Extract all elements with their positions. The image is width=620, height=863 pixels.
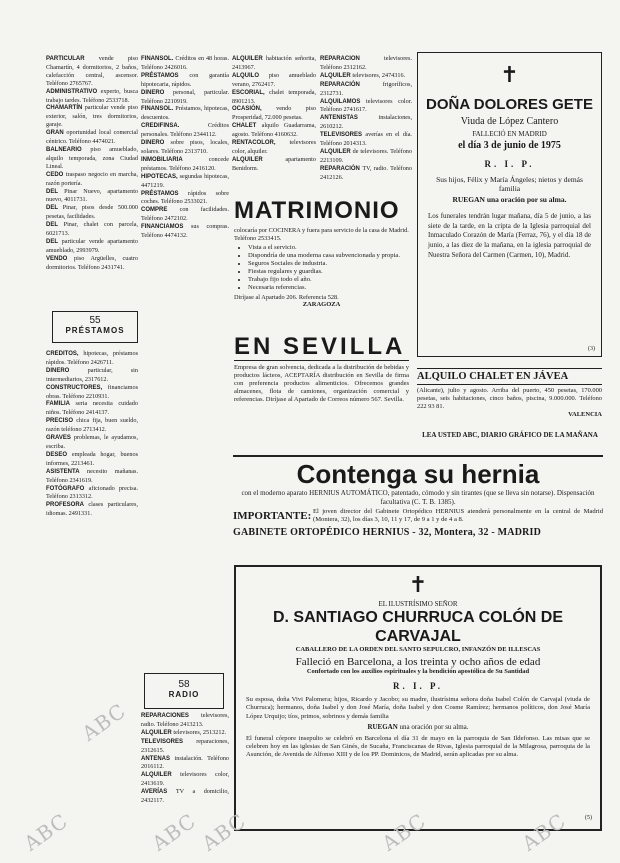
classified-ad-text: experto, busca trabajo tardes. Teléfono 2533718.: [46, 87, 138, 104]
classified-ad-text: particular vende apartamento amueblado, 2993979.: [46, 237, 138, 254]
watermark-abc: ABC: [77, 698, 131, 746]
classified-ad: [46, 485, 138, 502]
obituary-family: Su esposa, doña Vivi Palomera; hijos, Ricardo y Jacobo; su madre, ilustrísima señora doña Isabel Colón de Carvajal (viuda de Churruca); hermanos, doña Isabel y don José María, doña Isabel y don Cosme Ramírez; hermanos políticos, don José María López Urquijo; tíos, primos, sobrinos y demás familia: [246, 696, 590, 720]
classified-column-2: [141, 55, 229, 670]
classified-ad-text: televisores color, alquiler.: [232, 139, 316, 155]
classified-ad: [141, 755, 229, 772]
classified-ad-head: ALQUILER: [320, 148, 353, 155]
classified-ad-head: ALQUILER: [141, 729, 174, 736]
classified-ad-text: Pinar, pisos desde 500.000 pesetas, facilidades.: [46, 204, 138, 221]
classified-ad-head: INMOBILIARIA: [141, 156, 209, 163]
classified-ad: [232, 105, 316, 122]
classified-ad-head: GRAN: [46, 130, 67, 137]
classified-ad-head: FINANSOL.: [141, 56, 176, 62]
classified-ad-text: apartamento Benidorm.: [232, 155, 316, 172]
classified-ad: [141, 729, 229, 738]
classified-ad-head: FAMILIA: [46, 401, 76, 408]
classified-ad-head: DEL: [46, 205, 63, 212]
classified-ad-head: ASISTENTA: [46, 468, 87, 475]
classified-ad: [46, 350, 138, 367]
classified-ad: [46, 204, 138, 221]
classified-ad-head: ALQUILO: [232, 72, 269, 79]
classified-ad: [141, 105, 229, 122]
classified-ad-text: concede préstamos. Teléfono 2416120.: [141, 155, 229, 172]
watermark-abc: ABC: [19, 808, 73, 856]
classified-ad: [320, 98, 412, 115]
classified-ad: [232, 122, 316, 139]
classified-ad-text: oportunidad local comercial céntrico. Teléfono 4474021.: [46, 129, 138, 146]
classified-ad-head: REPARACIONES: [141, 713, 201, 719]
classified-ad-text: instalaciones, 2610212.: [320, 114, 412, 131]
classified-ad: [46, 468, 138, 485]
classified-ad-text: vende piso Chamartín, 4 dormitorios, 2 baños, calefacción central, ascensor. Teléfono 2765767.: [46, 55, 138, 87]
classified-ad-head: DESEO: [46, 451, 72, 458]
classified-ad-head: DEL: [46, 238, 62, 245]
classified-ad-head: ALQUILAMOS: [320, 98, 367, 105]
matrimonio-intro: colocaría por COCINERA y fuera para servicio de la casa de Madrid. Teléfono 2533415.: [234, 227, 409, 242]
classified-ad: [46, 146, 138, 171]
classified-ad: [141, 223, 229, 240]
classified-ad-head: DINERO: [141, 89, 174, 96]
hernia-body: con el moderno aparato HERNIUS AUTOMÁTICO, patentado, cómodo y sin tirantes (que se lleva sin notarse). Dispensación facultativa (C. T. B. 1385).: [241, 489, 595, 506]
watermark-abc: ABC: [517, 808, 571, 856]
classified-ad-head: FINANSOL.: [141, 106, 176, 113]
watermark-abc: ABC: [377, 808, 431, 856]
classified-ad-head: CREDIFINSA.: [141, 123, 209, 130]
classified-column-1: [46, 55, 138, 300]
javea-city: VALENCIA: [568, 411, 602, 418]
classified-ad-head: PROFESORA: [46, 502, 89, 509]
classified-ad-text: frigoríficos, 2312731.: [320, 80, 412, 97]
classified-ad: [141, 89, 229, 106]
classified-ad-text: vendo piso Prosperidad, 72.000 pesetas.: [232, 105, 316, 122]
classified-ad-text: televisores color, 2413619.: [141, 771, 229, 788]
classified-ad-head: BALNEARIO: [46, 146, 91, 153]
javea-title: ALQUILO CHALET EN JÁVEA: [417, 368, 602, 385]
classified-ad-text: aficionado precisa. Teléfono 2313312.: [46, 484, 138, 501]
classified-ad-text: televisores, 2474316.: [352, 71, 406, 79]
classified-ad-text: TV, radio. Teléfono 2412126.: [320, 164, 412, 181]
classified-column-4: [320, 55, 412, 195]
classified-ad-text: Créditos personales. Teléfono 2344112.: [141, 122, 229, 139]
classified-ad: [141, 122, 229, 139]
matrimonio-bullet: • Dispondría de una moderna casa subvencionada y propia.: [248, 252, 409, 260]
classified-ad-text: chalet temporada, 8901213.: [232, 88, 316, 105]
watermark-abc: ABC: [147, 808, 201, 856]
classified-ad: [320, 114, 412, 131]
classified-ad: [141, 712, 229, 729]
classified-ad-head: DEL: [46, 188, 65, 195]
javea-body: (Alicante), julio y agosto. Arriba del puerto, 450 pesetas, 170.000 pesetas, seis habitaciones, cinco baños, piscina, 9.000.000. Teléfono 222 93 81.: [417, 387, 602, 410]
classified-ad-head: CHAMARTÍN: [46, 105, 85, 112]
classified-ad-head: CONSTRUCTORES,: [46, 384, 108, 391]
classified-ad-text: televisores, radio. Teléfono 2413213.: [141, 712, 229, 728]
classified-ad-head: FOTÓGRAFO: [46, 485, 89, 492]
obituary-name: D. SANTIAGO CHURRUCA COLÓN DE CARVAJAL: [272, 609, 564, 645]
classified-ad: [46, 104, 138, 129]
classified-ad-head: PRÉSTAMOS: [141, 72, 190, 79]
classified-ad: [46, 255, 138, 272]
classified-ad: [232, 139, 316, 156]
matrimonio-bullet: • Fiestas regulares y guardias.: [248, 268, 409, 276]
classified-ad-head: TELEVISORES: [320, 132, 366, 139]
classified-ad-head: PRECISO: [46, 418, 77, 425]
obituary-santiago-churruca: [234, 565, 602, 831]
classified-ad-text: de televisores. Teléfono 2213109.: [320, 147, 412, 164]
classified-ad-head: REPARACIÓN: [320, 165, 363, 172]
classified-ad: [46, 88, 138, 105]
obituary-request-bold: RUEGAN: [367, 722, 398, 731]
classified-ad-text: hipotecas, préstamos rápidos. Teléfono 2426711.: [46, 350, 138, 366]
classified-ad-head: PRÉSTAMOS: [141, 190, 189, 197]
classified-ad-head: DINERO: [46, 367, 88, 374]
classified-ad: [320, 131, 412, 148]
obituary-rip: R. I. P.: [484, 159, 535, 169]
classified-ad: [141, 788, 229, 805]
classified-ad: [46, 55, 138, 88]
classified-ad: [46, 384, 138, 401]
obituary-honorific: EL ILUSTRÍSIMO SEÑOR: [378, 600, 458, 608]
classified-ad-head: FINANCIAMOS: [141, 224, 192, 231]
obituary-widow: Viuda de López Cantero: [460, 116, 559, 127]
obituary-dolores-gete: [417, 52, 602, 357]
classified-ad-text: traspaso negocio en marcha, razón portería.: [46, 170, 138, 187]
classified-ad-head: DINERO: [141, 140, 171, 147]
classified-ad: [141, 139, 229, 156]
classified-ad-text: sobre pisos, locales, solares. Teléfono 2313710.: [141, 139, 229, 155]
classified-ad: [46, 171, 138, 188]
obituary-code: (3): [588, 346, 595, 352]
classified-ad-text: necesito mañanas. Teléfono 2341619.: [46, 467, 138, 484]
classified-ad-head: CHALET: [232, 123, 262, 130]
classified-ad: [232, 156, 316, 173]
classified-ad-text: Pinar Nuevo, apartamento nuevo, 4011731.: [46, 187, 138, 204]
classified-ad-head: COMPRE: [141, 207, 180, 214]
hernia-important-label: IMPORTANTE:: [233, 510, 312, 522]
matrimonio-bullets: [242, 244, 409, 292]
classified-ad-text: personal, particular. Teléfono 2210919.: [141, 88, 229, 105]
classified-ad-text: piso Argüelles, cuatro dormitorios. Teléfono 2431741.: [46, 254, 138, 271]
classified-ad-text: piso amueblado verano, 2762417.: [232, 71, 316, 88]
classified-column-2b: [141, 712, 229, 822]
classified-ad-text: seria necesita cuidado niños. Teléfono 2414137.: [46, 400, 138, 417]
classified-ad: [320, 81, 412, 98]
hernia-ad: [233, 455, 603, 557]
classified-ad-head: ANTENAS: [141, 755, 175, 762]
classified-ad-text: segundas hipotecas, 4471219.: [141, 172, 229, 189]
classified-ad-head: TELEVISORES: [141, 738, 197, 745]
classified-ad-head: CRÉDITOS,: [46, 351, 84, 357]
watermark-abc: ABC: [197, 808, 251, 856]
classified-ad-text: clases particulares, idiomas. 2491331.: [46, 501, 138, 518]
classified-ad-text: Créditos en 48 horas. Teléfono 2426016.: [141, 55, 229, 71]
hernia-title: Contenga su hernia: [296, 459, 540, 489]
classified-ad-text: reparaciones, 2312615.: [141, 737, 229, 754]
section-label: RADIO: [168, 690, 200, 699]
classified-ad-text: habitación señorita, 2413967.: [232, 55, 316, 71]
classified-ad-head: REPARACIÓN: [320, 56, 384, 62]
matrimonio-bullet: • Seguros Sociales de industria.: [248, 260, 409, 268]
sevilla-title: EN SEVILLA: [234, 334, 409, 361]
classified-column-3: [232, 55, 316, 193]
obituary-name: DOÑA DOLORES GETE: [426, 96, 593, 113]
classified-ad: [46, 129, 138, 146]
classified-ad-text: particular, sin intermediarios, 2317612.: [46, 366, 138, 383]
classified-ad-head: ALQUILER: [232, 156, 286, 163]
classified-ad: [141, 738, 229, 755]
obituary-funeral: El funeral córpore insepulto se celebró en Barcelona el día 31 de mayo en la parroquia de San Ildefonso. Las misas que se celebren hoy en las iglesias de San Ginés, de Sucaña, Franciscanas de Rivas, Iglesia parroquial de la Milagrosa, parroquia de la Asunción, de Avenida de Alfonso XIII y de los PP. Dominicos, de Madrid, serán aplicadas por su alma.: [246, 734, 590, 759]
obituary-died: Falleció en Barcelona, a los treinta y ocho años de edad: [295, 656, 541, 668]
classified-ad: [141, 206, 229, 223]
classified-ad: [46, 400, 138, 417]
section-number: 58: [178, 679, 190, 690]
hernia-important-text: El joven director del Gabinete Ortopédico HERNIUS atenderá personalmente en la central de Madrid (Montera, 32), los días 3, 10, 11 y 17, de 9 a 1 y de 4 a 8.: [313, 508, 603, 523]
classified-ad-head: ESCORIAL,: [232, 89, 270, 96]
classified-ad-head: VENDO: [46, 255, 74, 262]
classified-ad-text: averías en el día. Teléfono 2014313.: [320, 131, 412, 148]
classified-ad-text: instalación. Teléfono 2016112.: [141, 754, 229, 771]
obituary-titles: CABALLERO DE LA ORDEN DEL SANTO SEPULCRO, INFANZÓN DE ILLESCAS: [295, 646, 541, 653]
classified-ad: [232, 89, 316, 106]
classified-ad-text: con facilidades. Teléfono 2472102.: [141, 206, 229, 223]
classified-ad-head: REPARACIÓN: [320, 81, 383, 88]
classified-ad: [141, 156, 229, 173]
classified-ad: [46, 367, 138, 384]
javea-ad: [417, 368, 602, 428]
matrimonio-footer: Diríjase al Apartado 206. Referencia 528.: [234, 294, 339, 302]
section-number: 55: [89, 315, 101, 326]
classified-ad-head: CEDO: [46, 171, 66, 178]
classified-ad-head: ALQUILER: [141, 772, 181, 779]
classified-ad: [46, 238, 138, 255]
obituary-rip: R. I. P.: [393, 681, 443, 691]
classified-ad-head: ALQUILER: [320, 72, 353, 79]
obituary-request: RUEGAN una oración por su alma.: [452, 195, 567, 204]
section-head-prestamos: [52, 311, 138, 343]
classified-ad: [141, 55, 229, 72]
classified-ad-head: HIPOTECAS,: [141, 173, 180, 180]
sevilla-body: Empresa de gran solvencia, dedicada a la distribución de bebidas y productos lácteos, ACEPTARÍA distribución en Sevilla de firma con preferencia productos alimenticios. Ofrecemos grandes almacenes, flota de camiones, organización comercial y referencias. Diríjase al Apartado de Correos número 567. Sevilla.: [234, 364, 409, 403]
classified-ad: [320, 72, 412, 81]
obituary-family: Sus hijos, Félix y María Ángeles; nietos y demás familia: [436, 175, 583, 193]
classified-ad: [46, 188, 138, 205]
classified-ad-text: alquilo Guadarrama, agosto. Teléfono 4160632.: [232, 122, 316, 139]
classified-ad: [320, 165, 412, 182]
classified-ad: [320, 55, 412, 72]
classified-ad-text: chica fija, buen sueldo, razón teléfono 2713412.: [46, 417, 138, 434]
cross-icon: ✝: [408, 573, 428, 598]
classified-ad-head: GRAVES: [46, 435, 74, 442]
classified-ad-text: televisores, 2513212.: [173, 728, 227, 736]
classified-ad-head: OCASIÓN,: [232, 106, 277, 113]
classified-ad: [46, 451, 138, 468]
classified-ad-head: ADMINISTRATIVO: [46, 88, 101, 95]
classified-ad: [232, 55, 316, 72]
classified-ad-text: piso amueblado, alquilo temporada, zona Ciudad Lineal.: [46, 145, 138, 170]
classified-ad: [232, 72, 316, 89]
classified-ad: [320, 148, 412, 165]
section-label: PRÉSTAMOS: [65, 326, 125, 335]
classified-ad-text: empleada hogar, buenos informes, 2213461.: [46, 450, 138, 467]
classified-ad-text: con garantía hipotecaria, rápidos.: [141, 71, 229, 88]
abc-banner: LEA USTED ABC, DIARIO GRÁFICO DE LA MAÑANA: [422, 431, 598, 439]
classified-ad-text: televisores. Teléfono 2312162.: [320, 55, 412, 71]
section-head-radio: [144, 673, 224, 709]
obituary-died: FALLECIÓ EN MADRID: [472, 130, 547, 138]
obituary-code: (5): [585, 815, 592, 821]
classified-ad: [46, 221, 138, 238]
obituary-funeral: Los funerales tendrán lugar mañana, día 5 de junio, a las siete de la tarde, en la cripta de la Iglesia parroquial del Inmaculado Corazón de María (Ferraz, 76), y el día 18 de junio, a las diez de la mañana, en la iglesia parroquial de Nuestra Señora del Carmen (Carmen, 10), Madrid.: [428, 212, 591, 259]
classified-ad-head: ANTENISTAS: [320, 115, 379, 122]
cross-icon: ✝: [500, 63, 519, 88]
classified-ad-text: sus compras. Teléfono 4474132.: [141, 223, 229, 240]
classified-ad-text: televisores color. Teléfono 2741617.: [320, 97, 412, 114]
classified-ad-text: TV a domicilio, 2432117.: [141, 788, 229, 805]
matrimonio-title: MATRIMONIO: [234, 197, 400, 224]
classified-ad: [141, 72, 229, 89]
matrimonio-bullet: • Trabajo fijo todo el año.: [248, 276, 409, 284]
classified-ad: [46, 434, 138, 451]
classified-ad-head: ALQUILER: [232, 56, 266, 62]
matrimonio-bullet: • Vista a el servicio.: [248, 244, 409, 252]
matrimonio-city: ZARAGOZA: [302, 301, 341, 309]
classified-ad: [141, 771, 229, 788]
classified-ad-text: problemas, le ayudamos, escriba.: [46, 434, 138, 450]
classified-ad-text: rápidos sobre coches. Teléfono 2533021.: [141, 189, 229, 206]
classified-ad-head: DEL: [46, 222, 64, 229]
classified-ad-head: RENTACOLOR,: [232, 140, 290, 147]
classified-ad: [141, 190, 229, 207]
obituary-request-rest: una oración por su alma.: [399, 722, 469, 731]
sevilla-ad: [234, 334, 409, 454]
classified-ad-head: PARTICULAR: [46, 56, 99, 62]
classified-ad-text: Préstamos, hipotecas, descuentos.: [141, 105, 229, 122]
classified-column-1b: [46, 350, 138, 820]
classified-ad: [46, 501, 138, 518]
obituary-date: el día 3 de junio de 1975: [458, 140, 561, 151]
matrimonio-bullet: • Necesaria referencias.: [248, 284, 409, 292]
obituary-sacraments: Confortado con los auxilios espirituales y la bendición apostólica de Su Santidad: [306, 668, 530, 675]
classified-ad-head: AVERÍAS: [141, 789, 176, 796]
classified-ad-text: Pinar, chalet con parcela, 6021713.: [46, 221, 138, 238]
matrimonio-ad: [234, 197, 409, 329]
hernia-address: GABINETE ORTOPÉDICO HERNIUS - 32, Montera, 32 - MADRID: [233, 527, 542, 538]
classified-ad-text: particular vende piso exterior, salón, tres dormitorios, garaje.: [46, 104, 138, 129]
classified-ad: [141, 173, 229, 190]
classified-ad-text: financiamos obras. Teléfono 2210931.: [46, 383, 138, 400]
classified-ad: [46, 417, 138, 434]
